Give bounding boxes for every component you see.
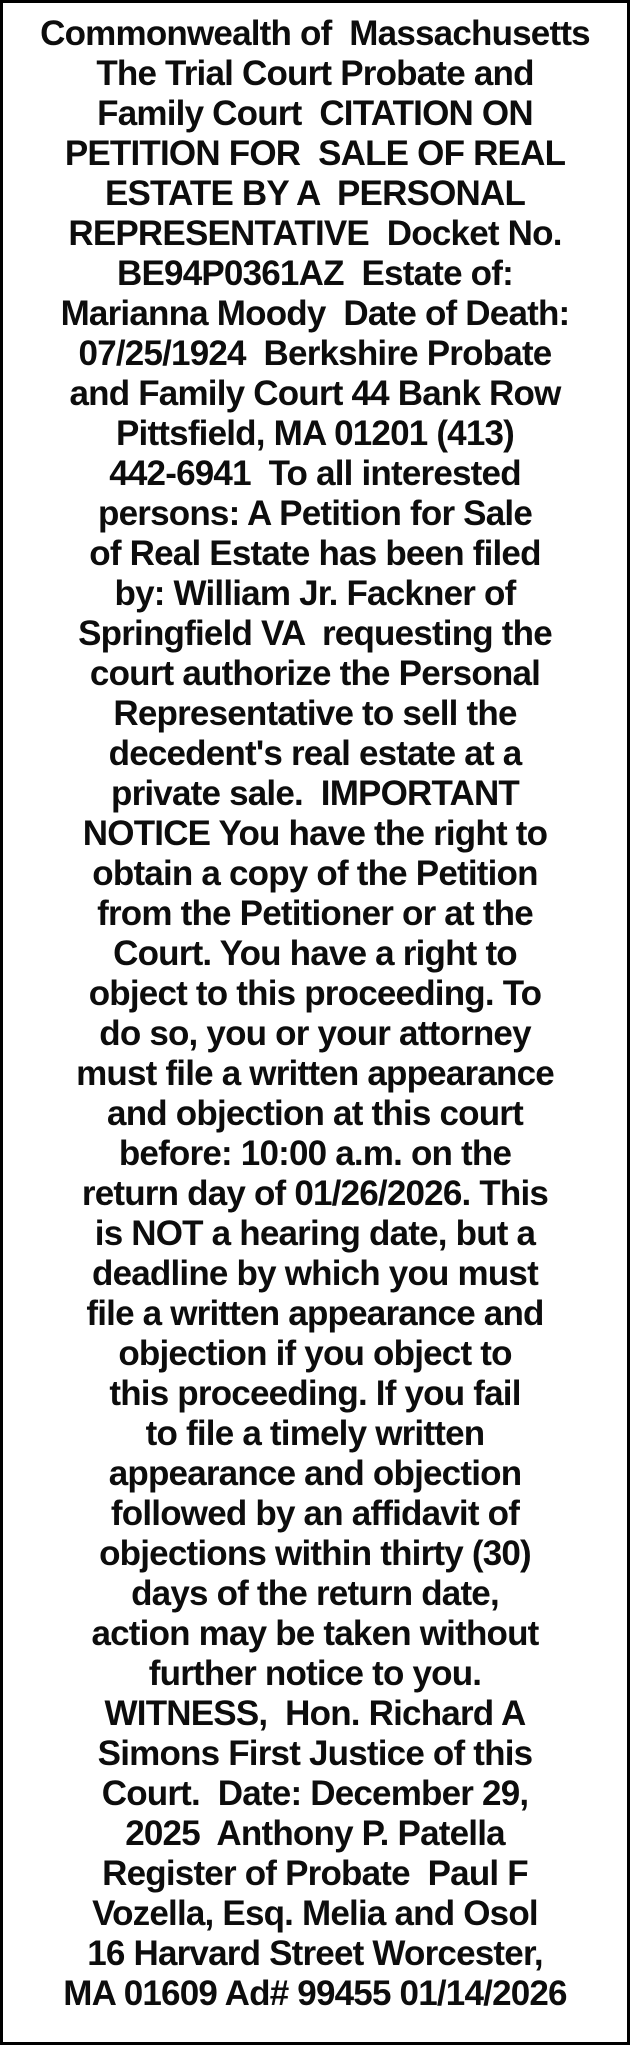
- notice-line: Springfield VA requesting the: [78, 614, 552, 653]
- notice-line: before: 10:00 a.m. on the: [118, 1134, 512, 1173]
- notice-line: BE94P0361AZ Estate of:: [117, 254, 513, 293]
- notice-line: decedent's real estate at a: [108, 734, 522, 773]
- notice-line: further notice to you.: [148, 1654, 482, 1693]
- notice-line: obtain a copy of the Petition: [92, 854, 538, 893]
- notice-line: PETITION FOR SALE OF REAL: [64, 134, 566, 173]
- notice-line: days of the return date,: [131, 1574, 499, 1613]
- notice-line: this proceeding. If you fail: [109, 1374, 521, 1413]
- notice-line: of Real Estate has been filed: [89, 534, 541, 573]
- notice-line: Commonwealth of Massachusetts: [40, 14, 590, 53]
- notice-line: from the Petitioner or at the: [97, 894, 533, 933]
- notice-line: 16 Harvard Street Worcester,: [87, 1934, 543, 1973]
- notice-line: ESTATE BY A PERSONAL: [104, 174, 526, 213]
- notice-line: objection if you object to: [118, 1334, 512, 1373]
- notice-line: must file a written appearance: [76, 1054, 554, 1093]
- notice-line: REPRESENTATIVE Docket No.: [68, 214, 562, 253]
- notice-line: do so, you or your attorney: [99, 1014, 531, 1053]
- notice-line: followed by an affidavit of: [110, 1494, 520, 1533]
- notice-line: WITNESS, Hon. Richard A: [104, 1694, 526, 1733]
- notice-text: [9, 14, 621, 2014]
- notice-line: The Trial Court Probate and: [96, 54, 534, 93]
- notice-line: Family Court CITATION ON: [97, 94, 533, 133]
- notice-line: return day of 01/26/2026. This: [81, 1174, 549, 1213]
- notice-line: Court. Date: December 29,: [101, 1774, 529, 1813]
- notice-line: persons: A Petition for Sale: [98, 494, 532, 533]
- notice-line: 07/25/1924 Berkshire Probate: [78, 334, 552, 373]
- notice-line: MA 01609 Ad# 99455 01/14/2026: [63, 1974, 567, 2013]
- notice-line: Register of Probate Paul F: [102, 1854, 528, 1893]
- notice-line: Court. You have a right to: [113, 934, 517, 973]
- notice-line: 442-6941 To all interested: [109, 454, 521, 493]
- notice-line: private sale. IMPORTANT: [110, 774, 520, 813]
- notice-line: is NOT a hearing date, but a: [94, 1214, 536, 1253]
- notice-line: to file a timely written: [145, 1414, 485, 1453]
- notice-line: Simons First Justice of this: [97, 1734, 533, 1773]
- notice-line: appearance and objection: [108, 1454, 522, 1493]
- notice-line: Pittsfield, MA 01201 (413): [115, 414, 515, 453]
- notice-line: NOTICE You have the right to: [82, 814, 548, 853]
- notice-line: Representative to sell the: [113, 694, 517, 733]
- notice-line: action may be taken without: [91, 1614, 539, 1653]
- notice-line: Marianna Moody Date of Death:: [60, 294, 570, 333]
- notice-line: file a written appearance and: [86, 1294, 544, 1333]
- notice-line: by: William Jr. Fackner of: [114, 574, 516, 613]
- notice-line: 2025 Anthony P. Patella: [125, 1814, 505, 1853]
- notice-line: Vozella, Esq. Melia and Osol: [92, 1894, 538, 1933]
- notice-line: deadline by which you must: [92, 1254, 538, 1293]
- notice-line: object to this proceeding. To: [88, 974, 542, 1013]
- notice-line: and Family Court 44 Bank Row: [69, 374, 561, 413]
- notice-line: and objection at this court: [107, 1094, 523, 1133]
- notice-line: objections within thirty (30): [99, 1534, 531, 1573]
- notice-line: court authorize the Personal: [89, 654, 541, 693]
